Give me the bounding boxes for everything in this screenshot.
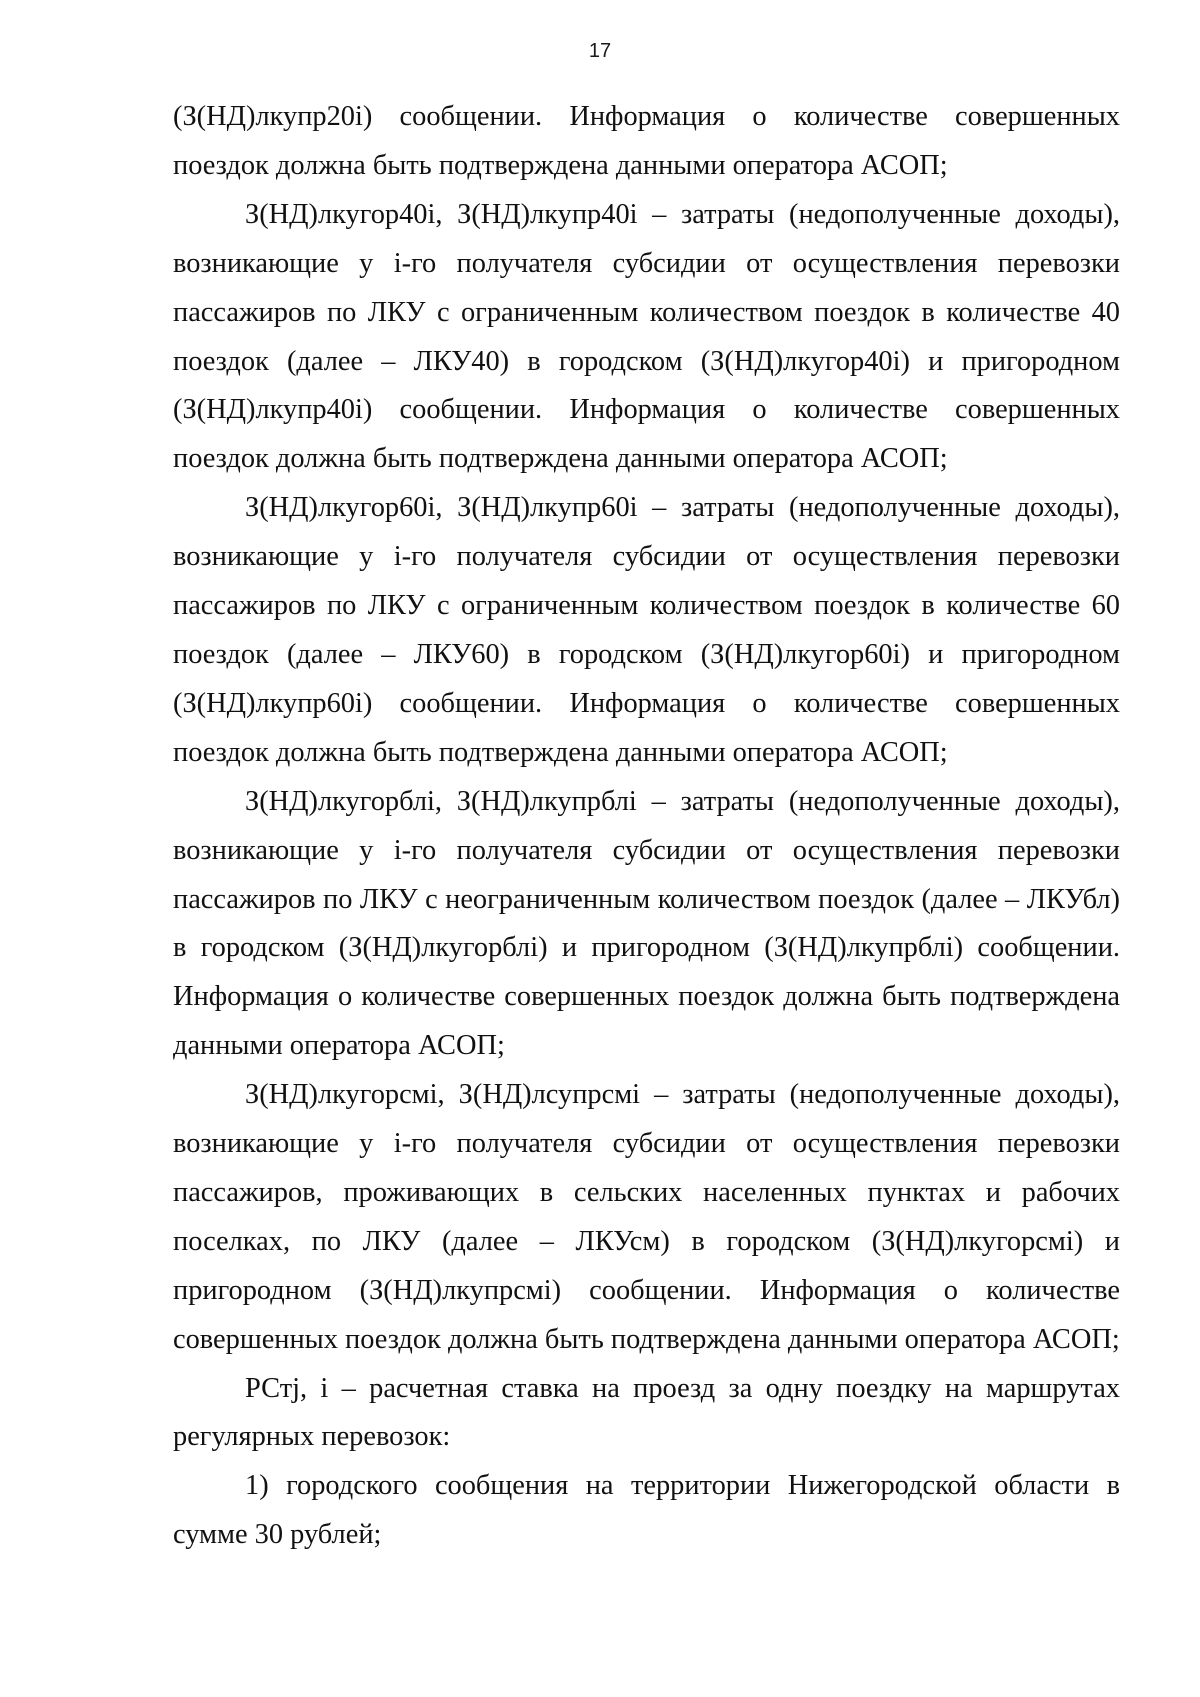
- paragraph-continuation: (З(НД)лкупр20i) сообщении. Информация о количестве совершенных поездок должна быть подтверждена данными оператора АСОП;: [173, 101, 1120, 181]
- paragraph-lku60-definition: З(НД)лкугор60i, З(НД)лкупр60i – затраты (недополученные доходы), возникающие у i-го получателя субсидии от осуществления перевозки пассажиров по ЛКУ с ограниченным количеством поездок в количестве 60 поездок (далее – ЛКУ60) в городском (З(НД)лкугор60i) и пригородном (З(НД)лкупр60i) сообщении. Информация о количестве совершенных поездок должна быть подтверждена данными оператора АСОП;: [173, 492, 1120, 768]
- paragraph-lku40-definition: З(НД)лкугор40i, З(НД)лкупр40i – затраты (недополученные доходы), возникающие у i-го получателя субсидии от осуществления перевозки пассажиров по ЛКУ с ограниченным количеством поездок в количестве 40 поездок (далее – ЛКУ40) в городском (З(НД)лкугор40i) и пригородном (З(НД)лкупр40i) сообщении. Информация о количестве совершенных поездок должна быть подтверждена данными оператора АСОП;: [173, 198, 1120, 475]
- list-item-urban-rate: 1) городского сообщения на территории Нижегородской области в сумме 30 рублей;: [173, 1470, 1120, 1551]
- paragraph-rate-definition: РСтj, i – расчетная ставка на проезд за одну поездку на маршрутах регулярных перевозок:: [173, 1372, 1120, 1453]
- paragraph-lkusm-definition: З(НД)лкугорсмi, З(НД)лсупрсмi – затраты (недополученные доходы), возникающие у i-го получателя субсидии от осуществления перевозки пассажиров, проживающих в сельских населенных пунктах и рабочих поселках, по ЛКУ (далее – ЛКУсм) в городском (З(НД)лкугорсмi) и пригородном (З(НД)лкупрсмi) сообщении. Информация о количестве совершенных поездок должна быть подтверждена данными оператора АСОП;: [173, 1079, 1120, 1355]
- document-body: [173, 93, 1120, 1560]
- paragraph-lkubl-definition: З(НД)лкугорблi, З(НД)лкупрблi – затраты (недополученные доходы), возникающие у i-го получателя субсидии от осуществления перевозки пассажиров по ЛКУ с неограниченным количеством поездок (далее – ЛКУбл) в городском (З(НД)лкугорблi) и пригородном (З(НД)лкупрблi) сообщении. Информация о количестве совершенных поездок должна быть подтверждена данными оператора АСОП;: [173, 785, 1120, 1062]
- page-number: 17: [588, 40, 612, 62]
